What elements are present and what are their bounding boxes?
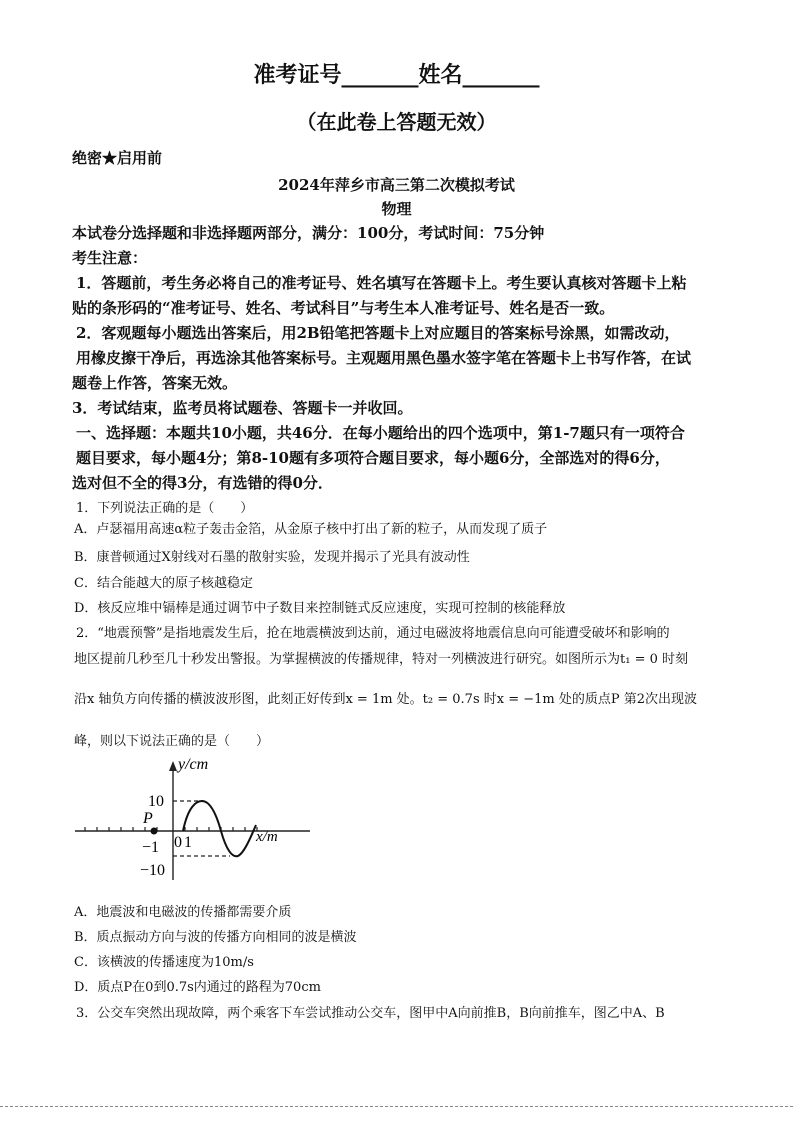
q2-line: 峰，则以下说法正确的是（ ） [74,734,270,749]
notice-line: 2．客观题每小题选出答案后，用2B铅笔把答题卡上对应题目的答案标号涂黑，如需改动， [76,324,680,342]
notice-line: 1．答题前，考生务必将自己的准考证号、姓名填写在答题卡上。考生要认真核对答题卡上粘 [76,274,687,292]
q2-option-d: D．质点P在0到0.7s内通过的路程为70cm [74,980,321,995]
q1-stem: 1．下列说法正确的是（ ） [76,501,254,516]
section-heading-line: 题目要求，每小题4分；第8-10题有多项符合题目要求，每小题6分，全部选对的得6分， [76,449,670,467]
q2-line: 沿x 轴负方向传播的横波波形图，此刻正好传到x = 1m 处。t₂ = 0.7s 时x = −1m 处的质点P 第2次出现波 [74,692,698,707]
candidate-info-line: 准考证号_______姓名_______ [253,62,540,88]
q1-option-c: C．结合能越大的原子核越稳定 [74,576,253,591]
q2-option-b: B．质点振动方向与波的传播方向相同的波是横波 [74,930,357,945]
q1-option-a: A．卢瑟福用高速α粒子轰击金箔，从金原子核中打出了新的粒子，从而发现了质子 [74,522,548,537]
section-heading-line: 选对但不全的得3分，有选错的得0分． [72,474,333,492]
notice-line: 3．考试结束，监考员将试题卷、答题卡一并收回。 [72,399,413,417]
invalid-note: （在此卷上答题无效） [296,110,497,134]
notice-line: 题卷上作答，答案无效。 [72,374,238,392]
q2-line: 地区提前几秒至几十秒发出警报。为掌握横波的传播规律，特对一列横波进行研究。如图所示为t₁ = 0 时刻 [74,652,688,667]
x-axis-label: x/m [256,829,278,845]
exam-title: 2024年萍乡市高三第二次模拟考试 [278,176,515,194]
tick-10: 10 [148,793,164,810]
exam-info: 本试卷分选择题和非选择题两部分，满分：100分，考试时间：75分钟 [72,224,545,242]
tick-0: 0 [174,834,182,851]
q1-option-b: B．康普顿通过X射线对石墨的散射实验，发现并揭示了光具有波动性 [74,550,470,565]
waveform-figure [70,755,310,885]
point-p-label: P [143,810,153,827]
tick-1: 1 [184,834,192,851]
secret-label: 绝密★启用前 [72,149,163,167]
q2-line: 2．“地震预警”是指地震发生后，抢在地震横波到达前，通过电磁波将地震信息向可能遭受破坏和影响的 [76,626,670,641]
tick-minus-1: −1 [142,839,160,856]
q2-option-a: A．地震波和电磁波的传播都需要介质 [74,905,292,920]
point-p-marker [151,828,158,835]
q3-line: 3．公交车突然出现故障，两个乘客下车尝试推动公交车，图甲中A向前推B，B向前推车，图乙中A、B [76,1006,665,1021]
q2-option-c: C．该横波的传播速度为10m/s [74,955,254,970]
page-bottom-rule [0,1106,793,1107]
tick-minus-10: −10 [140,862,166,879]
notice-line: 贴的条形码的“准考证号、姓名、考试科目”与考生本人准考证号、姓名是否一致。 [72,299,615,317]
subject-title: 物理 [381,200,412,218]
notice-label: 考生注意： [72,249,148,267]
q1-option-d: D．核反应堆中镉棒是通过调节中子数目来控制链式反应速度，实现可控制的核能释放 [74,601,566,616]
notice-line: 用橡皮擦干净后，再选涂其他答案标号。主观题用黑色墨水签字笔在答题卡上书写作答，在试 [76,349,692,367]
y-axis-label: y/cm [178,756,209,773]
section-heading-line: 一、选择题：本题共10小题，共46分．在每小题给出的四个选项中，第1-7题只有一项符合 [76,424,685,442]
